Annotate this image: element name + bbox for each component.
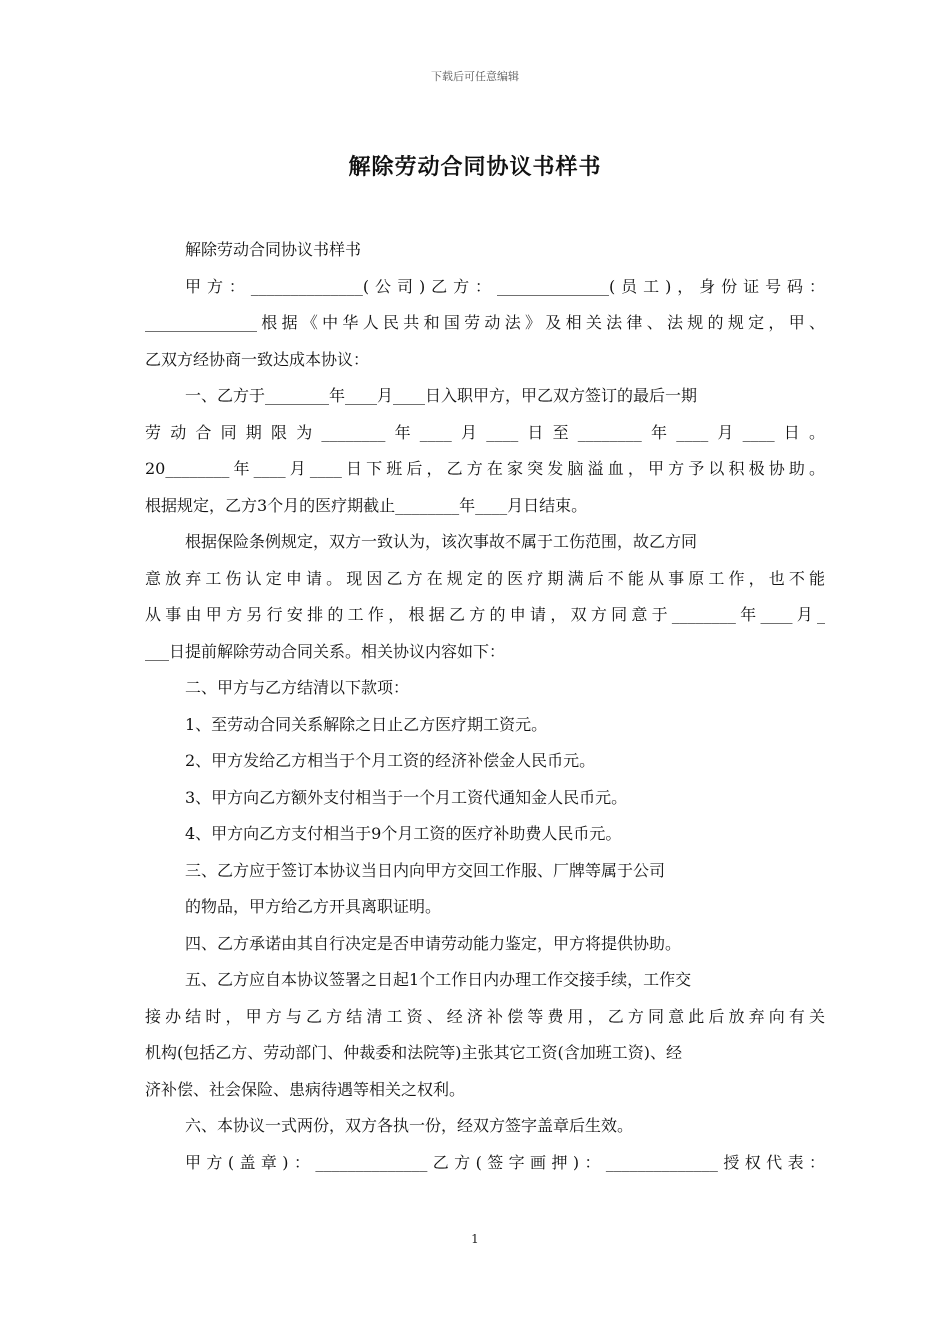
paragraph-line: 接办结时，甲方与乙方结清工资、经济补偿等费用，乙方同意此后放弃向有关 — [145, 1006, 825, 1026]
paragraph-line: 1、至劳动合同关系解除之日止乙方医疗期工资元。 — [185, 714, 548, 734]
paragraph-line: 4、甲方向乙方支付相当于9个月工资的医疗补助费人民币元。 — [185, 824, 622, 843]
paragraph-line: 20________年____月____日下班后，乙方在家突发脑溢血，甲方予以积极协助。 — [145, 459, 825, 478]
paragraph-line: 五、乙方应自本协议签署之日起1个工作日内办理工作交接手续，工作交 — [185, 970, 692, 989]
paragraph-line: 一、乙方于________年____月____日入职甲方，甲乙双方签订的最后一期 — [185, 386, 698, 405]
paragraph-line: 从事由甲方另行安排的工作，根据乙方的申请，双方同意于________年____月_ — [145, 605, 825, 624]
paragraph-line: 劳动合同期限为________年____月____日至________年____月____日。 — [145, 422, 825, 442]
page-number: 1 — [471, 1232, 479, 1246]
paragraph-line: 二、甲方与乙方结清以下款项： — [185, 678, 410, 697]
paragraph-line: 三、乙方应于签订本协议当日内向甲方交回工作服、厂牌等属于公司 — [185, 860, 666, 880]
paragraph-line: 2、甲方发给乙方相当于个月工资的经济补偿金人民币元。 — [185, 751, 596, 770]
paragraph-line: 六、本协议一式两份，双方各执一份，经双方签字盖章后生效。 — [185, 1116, 634, 1135]
paragraph-line: 机构(包括乙方、劳动部门、仲裁委和法院等)主张其它工资(含加班工资)、经 — [145, 1043, 682, 1062]
paragraph-line: 乙双方经协商一致达成本协议： — [145, 349, 370, 369]
paragraph-line: ___日提前解除劳动合同关系。相关协议内容如下： — [145, 641, 506, 661]
document-body — [145, 232, 825, 1181]
paragraph-line: 四、乙方承诺由其自行决定是否申请劳动能力鉴定，甲方将提供协助。 — [185, 933, 682, 953]
paragraph-line: 的物品，甲方给乙方开具离职证明。 — [185, 897, 442, 916]
paragraph-line: 甲方：______________(公司)乙方：______________(员工)，身份证号码： — [185, 276, 825, 296]
paragraph-line: 意放弃工伤认定申请。现因乙方在规定的医疗期满后不能从事原工作，也不能 — [145, 568, 825, 588]
paragraph-line: 3、甲方向乙方额外支付相当于一个月工资代通知金人民币元。 — [185, 787, 628, 807]
paragraph-line: 甲方(盖章)：______________乙方(签字画押)：______________授权代表： — [185, 1152, 825, 1172]
paragraph-line: 根据规定，乙方3个月的医疗期截止________年____月日结束。 — [145, 495, 588, 515]
document-title: 解除劳动合同协议书样书 — [348, 154, 602, 180]
paragraph-line: 根据保险条例规定，双方一致认为，该次事故不属于工伤范围，故乙方同 — [185, 532, 698, 551]
paragraph-line: 济补偿、社会保险、患病待遇等相关之权利。 — [145, 1079, 466, 1099]
paragraph-line: ______________根据《中华人民共和国劳动法》及相关法律、法规的规定，甲、 — [145, 313, 825, 332]
page-header: 下载后可任意编辑 — [431, 70, 519, 83]
paragraph-line: 解除劳动合同协议书样书 — [185, 240, 362, 259]
